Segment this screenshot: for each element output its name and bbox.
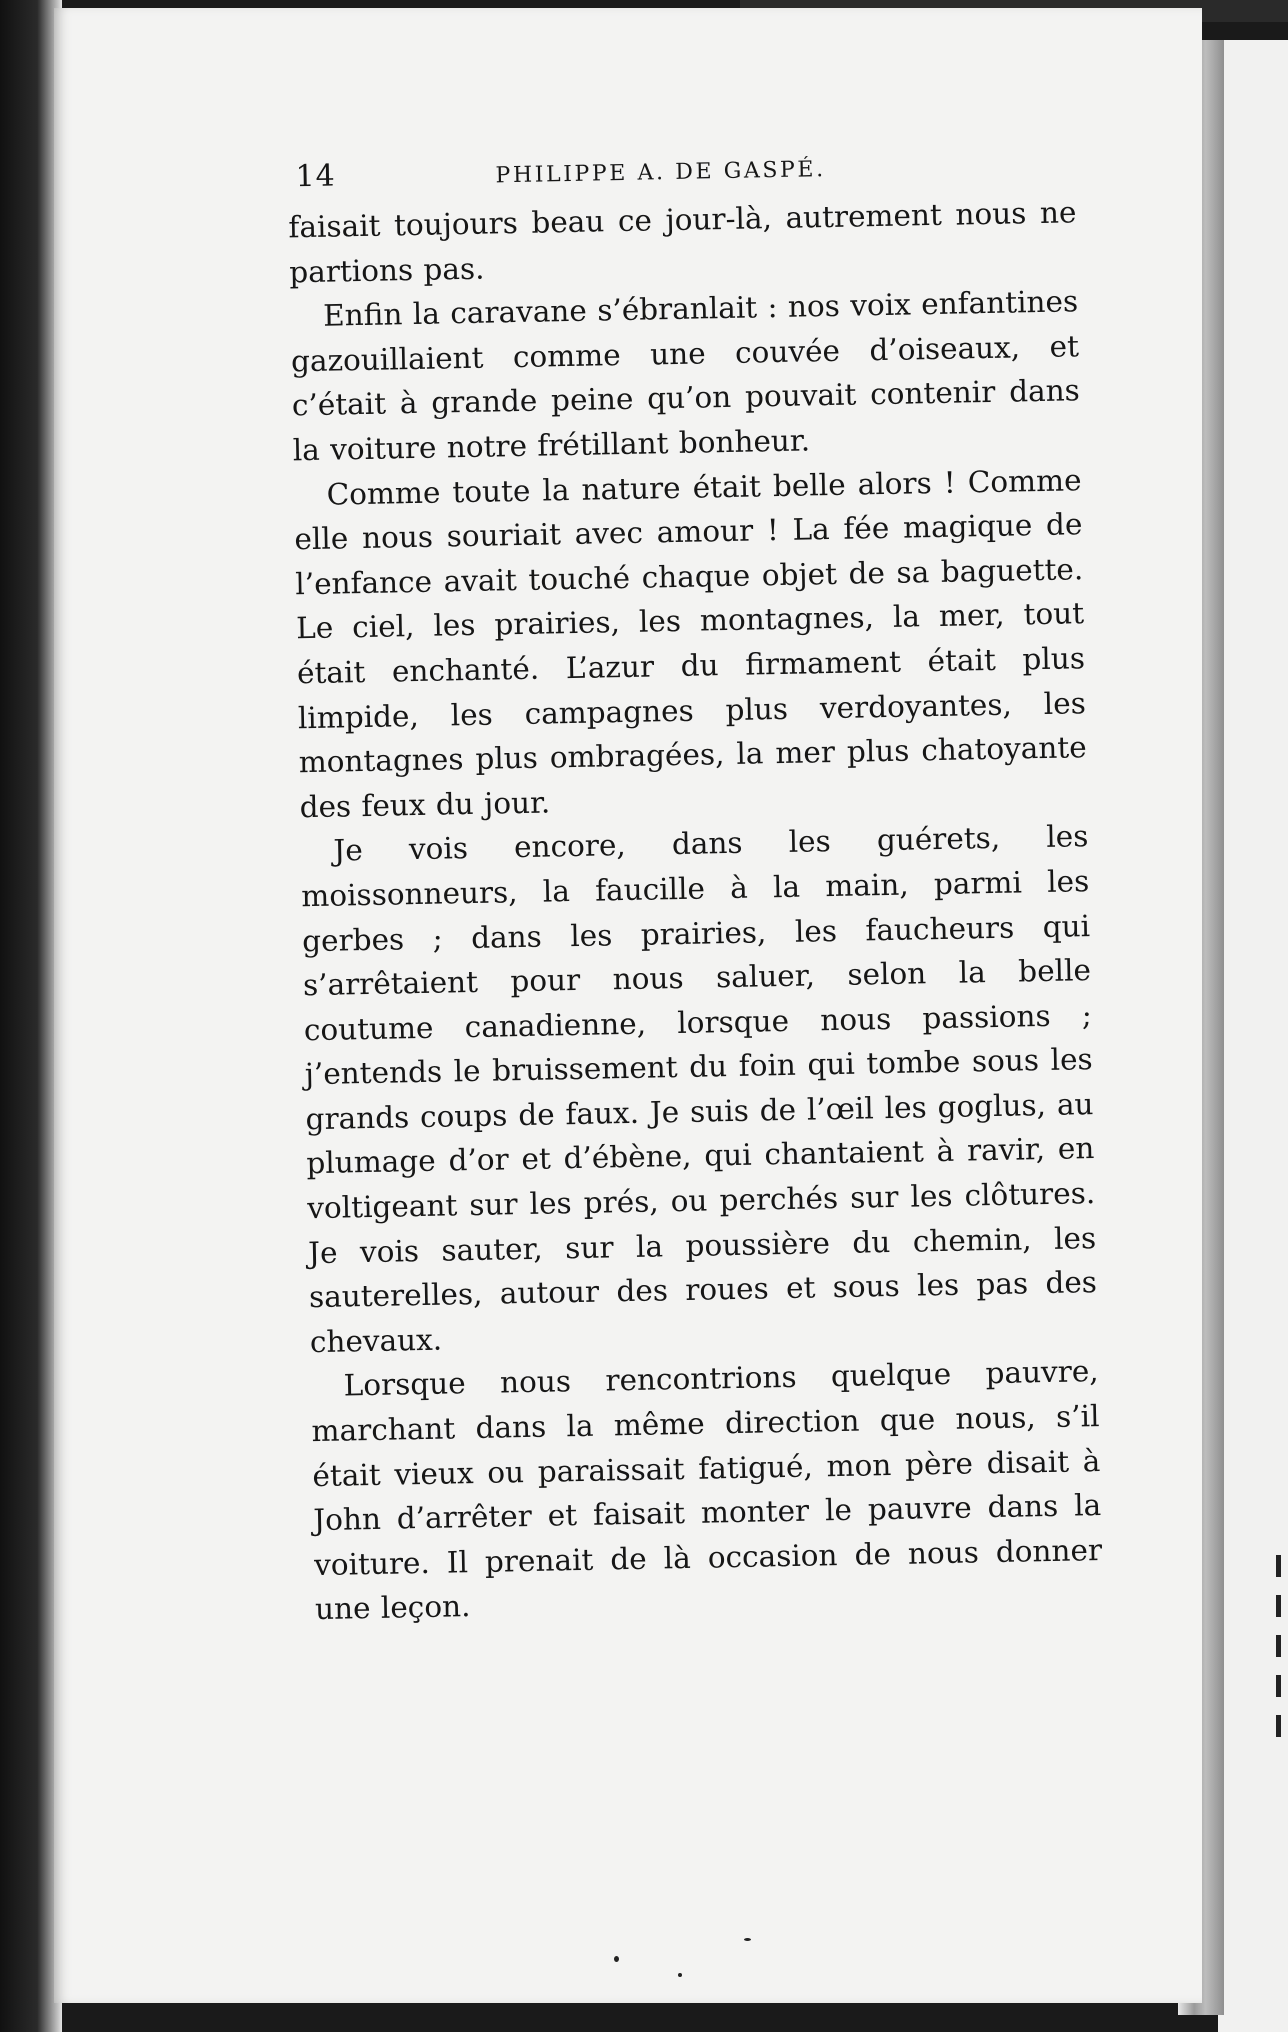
adjacent-page-mark: [1276, 1675, 1281, 1697]
print-speck: [678, 1973, 682, 1977]
paragraph: Lorsque nous rencontrions quelque pauvre, marchant dans la même direction que nous, s’il était vieux ou paraissait fatigué, mon père disait à John d’arrêter et faisait monter le pauvre dans la voiture. Il prenait de là occasion de nous donner une leçon.: [311, 1354, 1103, 1627]
adjacent-page-edge: [1218, 40, 1288, 2032]
adjacent-page-mark: [1276, 1595, 1281, 1617]
page-number: 14: [295, 158, 337, 195]
print-speck: [614, 1956, 619, 1962]
body-text: [256, 190, 1103, 1632]
paragraph: Enfin la caravane s’ébranlait : nos voix enfantines gazouillaient comme une couvée d’oiseaux, et c’était à grande peine qu’on pouvait contenir dans la voiture notre frétillant bonheur.: [290, 284, 1081, 468]
paragraph: Je vois encore, dans les guérets, les moissonneurs, la faucille à la main, parmi les gerbes ; dans les prairies, les faucheurs qui s’arrêtaient pour nous saluer, selon la belle coutume canadienne, lorsque nous passions ; j’entends le bruissement du foin qui tombe sous les grands coups de faux. Je suis de l’œil les goglus, au plumage d’or et d’ébène, qui chantaient à ravir, en voltigeant sur les prés, ou perchés sur les clôtures. Je vois sauter, sur la poussière du chemin, les sauterelles, autour des roues et sous les pas des chevaux.: [301, 819, 1098, 1360]
adjacent-page-mark: [1276, 1715, 1281, 1737]
paragraph: faisait toujours beau ce jour-là, autrement nous ne partions pas.: [288, 195, 1077, 289]
page-text: [255, 134, 1103, 1632]
book-gutter-left: [0, 0, 62, 2032]
print-speck: [744, 1938, 751, 1941]
adjacent-page-mark: [1276, 1555, 1281, 1577]
paragraph: Comme toute la nature était belle alors ! Comme elle nous souriait avec amour ! La fée magique de l’enfance avait touché chaque objet de sa baguette. Le ciel, les prairies, les montagnes, la mer, tout était enchanté. L’azur du firmament était plus limpide, les campagnes plus verdoyantes, les montagnes plus ombragées, la mer plus chatoyante des feux du jour.: [294, 462, 1087, 824]
adjacent-page-mark: [1276, 1635, 1281, 1657]
running-head-title: PHILIPPE A. DE GASPÉ.: [495, 157, 826, 189]
